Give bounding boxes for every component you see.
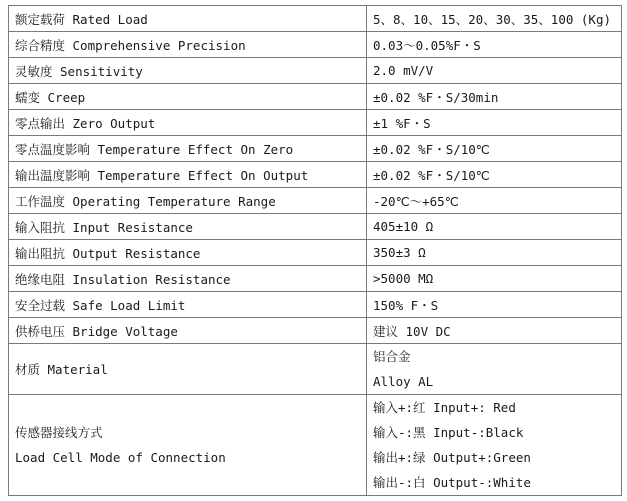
wire-input-minus: 输入-:黑 Input-:Black — [373, 425, 524, 440]
value-cell: ±0.02 %F・S/30min — [367, 84, 622, 110]
spec-row-precision — [9, 32, 622, 58]
value-cell — [367, 395, 622, 496]
value-cell: 150% F・S — [367, 292, 622, 318]
value-cell: >5000 MΩ — [367, 266, 622, 292]
spec-table — [8, 5, 622, 496]
spec-row-connection — [9, 395, 622, 496]
spec-row-operating-temp — [9, 188, 622, 214]
connection-label-cn: 传感器接线方式 — [15, 425, 103, 440]
value-cell: 350±3 Ω — [367, 240, 622, 266]
value-cell: ±0.02 %F・S/10℃ — [367, 162, 622, 188]
param-cell: 工作温度 Operating Temperature Range — [9, 188, 367, 214]
spec-row-material — [9, 344, 622, 395]
spec-row-bridge-voltage — [9, 318, 622, 344]
material-line-en: Alloy AL — [373, 374, 434, 389]
spec-row-rated-load — [9, 6, 622, 32]
param-cell: 输入阻抗 Input Resistance — [9, 214, 367, 240]
wire-input-plus: 输入+:红 Input+: Red — [373, 400, 516, 415]
spec-row-insulation — [9, 266, 622, 292]
param-cell: 零点输出 Zero Output — [9, 110, 367, 136]
value-cell: 0.03～0.05%F・S — [367, 32, 622, 58]
spec-row-safe-load — [9, 292, 622, 318]
param-cell: 输出阻抗 Output Resistance — [9, 240, 367, 266]
param-cell: 输出温度影响 Temperature Effect On Output — [9, 162, 367, 188]
value-cell: 405±10 Ω — [367, 214, 622, 240]
value-cell: 5、8、10、15、20、30、35、100 (Kg) — [367, 6, 622, 32]
param-cell: 蠕变 Creep — [9, 84, 367, 110]
param-cell: 安全过载 Safe Load Limit — [9, 292, 367, 318]
param-cell: 额定载荷 Rated Load — [9, 6, 367, 32]
spec-table-body — [9, 6, 622, 496]
param-cell — [9, 395, 367, 496]
value-cell: ±0.02 %F・S/10℃ — [367, 136, 622, 162]
param-cell: 综合精度 Comprehensive Precision — [9, 32, 367, 58]
wire-output-minus: 输出-:白 Output-:White — [373, 475, 531, 490]
param-cell: 供桥电压 Bridge Voltage — [9, 318, 367, 344]
spec-row-temp-zero — [9, 136, 622, 162]
spec-row-creep — [9, 84, 622, 110]
connection-label-en: Load Cell Mode of Connection — [15, 450, 226, 465]
param-cell: 材质 Material — [9, 344, 367, 395]
spec-row-temp-output — [9, 162, 622, 188]
material-line-cn: 铝合金 — [373, 349, 411, 364]
value-cell — [367, 344, 622, 395]
value-cell: ±1 %F・S — [367, 110, 622, 136]
spec-row-output-resistance — [9, 240, 622, 266]
value-cell: 2.0 mV/V — [367, 58, 622, 84]
spec-row-sensitivity — [9, 58, 622, 84]
value-cell: -20℃～+65℃ — [367, 188, 622, 214]
spec-row-input-resistance — [9, 214, 622, 240]
param-cell: 绝缘电阻 Insulation Resistance — [9, 266, 367, 292]
param-cell: 零点温度影响 Temperature Effect On Zero — [9, 136, 367, 162]
param-cell: 灵敏度 Sensitivity — [9, 58, 367, 84]
value-cell: 建议 10V DC — [367, 318, 622, 344]
wire-output-plus: 输出+:绿 Output+:Green — [373, 450, 531, 465]
spec-row-zero-output — [9, 110, 622, 136]
